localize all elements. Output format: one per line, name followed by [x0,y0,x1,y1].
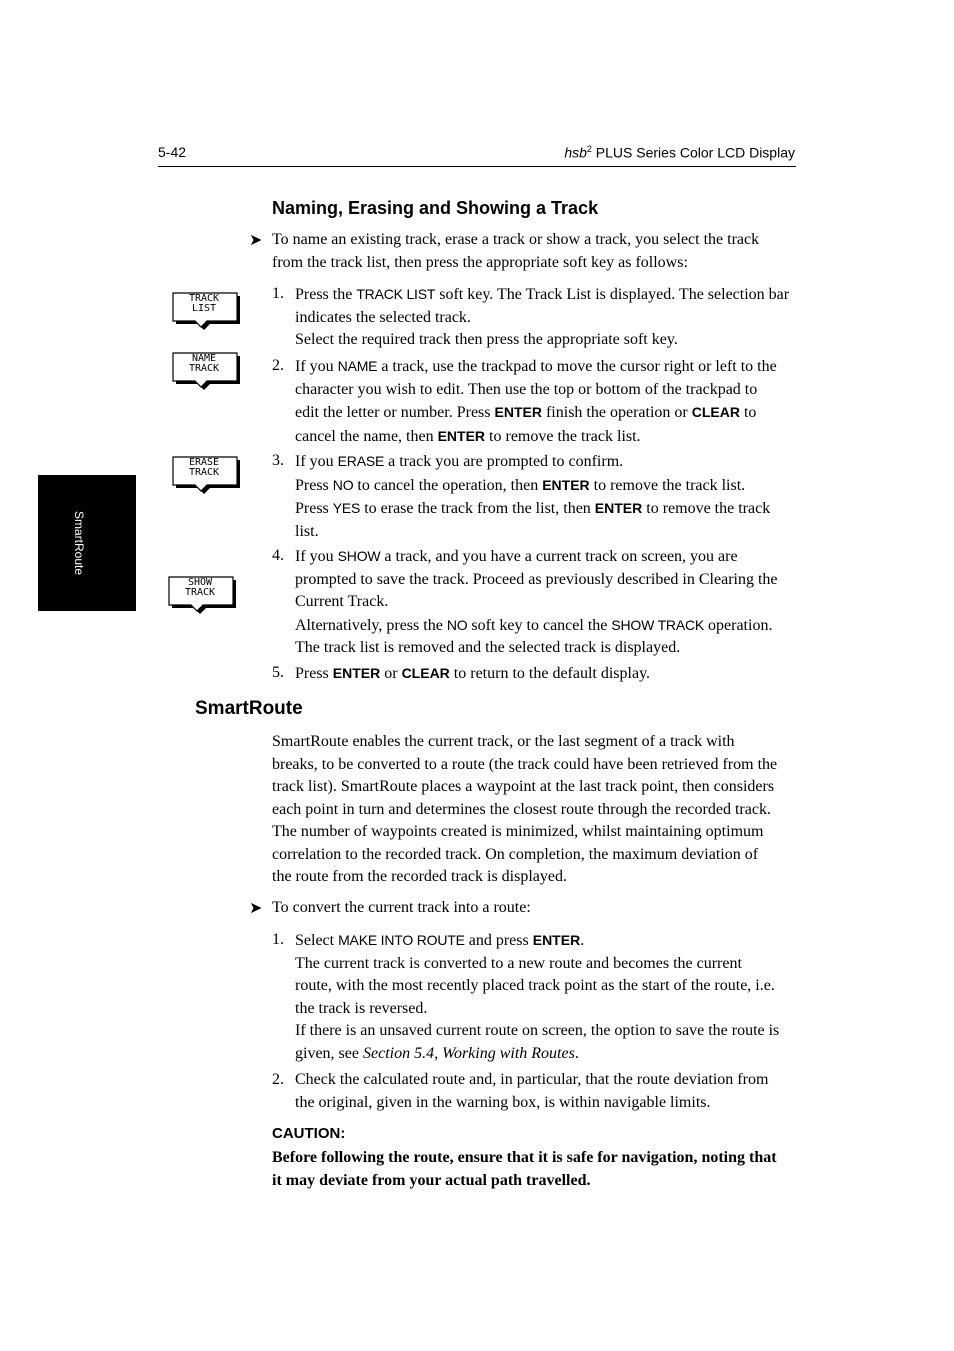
caution-title: CAUTION: [272,1125,346,1142]
text-run: to return to the default display. [449,665,651,682]
softkey-label-line: TRACK [188,363,220,374]
paragraph-line: each point in turn and determines the closest route through the recorded track. [272,800,771,818]
key-name: ERASE [337,453,385,469]
softkey-label-line: TRACK [188,467,220,478]
running-header [564,144,795,161]
intro-paragraph [272,229,802,274]
softkey-label [172,352,236,374]
softkey-label-line: TRACK [188,293,220,304]
softkey-label-line: TRACK [184,587,216,598]
cross-reference: Section 5.4, Working with Routes [362,1044,575,1062]
softkey-label [168,576,232,598]
step-line: If there is an unsaved current route on screen, the option to save the route is [295,1022,780,1039]
step-line: indicates the selected track. [295,308,471,326]
softkey-label [172,456,236,478]
step-number: 3. [272,452,284,469]
text-run: soft key to cancel the [467,616,612,634]
step-1-text [295,283,800,352]
track-list-softkey [172,292,242,332]
step-number: 2. [272,1071,284,1088]
key-name: NO [446,616,468,633]
step-number: 1. [272,285,284,302]
step-line [295,283,800,307]
text-run: to erase the track from the list, then [360,500,595,517]
text-run: Press [295,476,333,494]
step-line [295,662,800,686]
step-line: prompted to save the track. Proceed as previously described in Clearing the [295,570,778,588]
caution-line: it may deviate from your actual path travelled. [272,1171,591,1189]
text-run: to remove the track [642,500,771,517]
step-line [295,1043,800,1066]
key-name: SHOW [337,548,381,564]
softkey-label-line: SHOW [187,577,213,588]
text-run: finish the operation or [541,404,692,421]
step-line [295,450,800,474]
step-line: The track list is removed and the selected track is displayed. [295,639,681,656]
text-run: Select [295,932,339,949]
step-2-text [295,355,800,448]
erase-track-softkey [172,456,242,496]
side-tab-label: SmartRoute [72,510,86,576]
step-number: 4. [272,547,284,564]
step-number: 2. [272,357,284,374]
text-run: soft key. The Track List is displayed. The selection bar [435,286,790,303]
step-line [295,355,800,379]
smartroute-step-2-text [295,1069,800,1114]
key-name: SHOW TRACK [611,616,705,633]
section-side-tab [38,475,136,611]
key-name-bold: ENTER [332,665,381,681]
key-name: NO [332,476,354,493]
paragraph-line: The number of waypoints created is minimized, whilst maintaining optimum [272,823,764,840]
caution-line: Before following the route, ensure that it is safe for navigation, noting that [272,1149,777,1166]
step-5-text [295,662,800,686]
step-line: Current Track. [295,593,389,610]
paragraph-line: breaks, to be converted to a route (the track could have been retrieved from the [272,755,778,773]
step-line [295,474,800,498]
softkey-label-line: NAME [191,353,217,364]
step-line: the original, given in the warning box, is within navigable limits. [295,1093,711,1111]
name-track-softkey [172,352,242,392]
text-run: given, see [295,1044,363,1062]
key-name: TRACK LIST [356,286,436,302]
intro-line: To name an existing track, erase a track or show a track, you select the track [272,231,760,248]
key-name-bold: ENTER [532,932,581,948]
header-rule [158,166,796,167]
key-name-bold: CLEAR [691,404,740,420]
intro-line: from the track list, then press the appropriate soft key as follows: [272,253,688,271]
text-run: a track, and you have a current track on screen, you are [380,548,738,565]
step-line: Check the calculated route and, in particular, that the route deviation from [295,1071,769,1088]
key-name-bold: CLEAR [401,665,450,681]
softkey-label [172,292,236,314]
step-number: 1. [272,931,284,948]
step-line: the track is reversed. [295,999,428,1017]
show-track-softkey [168,576,238,616]
smartroute-paragraph [272,731,802,889]
text-run: Press [295,665,333,682]
step-line [295,497,800,521]
text-run: Press [295,500,333,517]
text-run: to cancel the operation, then [353,476,543,494]
key-name: MAKE INTO ROUTE [338,932,465,948]
step-line: route, with the most recently placed track point as the start of the route, i.e. [295,977,775,994]
text-run: If you [295,358,338,375]
step-line [295,614,800,638]
text-run: . [574,1044,579,1062]
step-line [295,929,800,953]
product-name-italic: hsb [564,144,587,161]
key-name-bold: ENTER [494,404,542,420]
smartroute-step-1-text [295,929,800,1065]
text-run: If you [295,453,338,470]
key-name-bold: ENTER [437,427,486,444]
step-line [295,545,800,569]
step-line [295,401,800,425]
step-3-text [295,450,800,543]
bullet-text: To convert the current track into a route: [272,899,531,916]
step-line: Select the required track then press the appropriate soft key. [295,331,678,348]
step-line: list. [295,522,319,540]
text-run: . [580,932,585,949]
text-run: a track, use the trackpad to move the cursor right or left to the [377,358,777,375]
text-run: or [380,665,402,682]
section-heading-smartroute: SmartRoute [195,698,303,719]
step-number: 5. [272,664,284,681]
step-4-text [295,545,800,660]
text-run: to remove the track list. [589,476,746,494]
text-run: and press [464,932,533,949]
bullet-arrow-icon: ➤ [249,900,263,917]
softkey-label-line: ERASE [188,457,220,468]
paragraph-line: correlation to the recorded track. On completion, the maximum deviation of [272,845,759,863]
caution-body [272,1147,798,1192]
bullet-arrow-icon: ➤ [249,232,263,249]
step-line: The current track is converted to a new route and becomes the current [295,954,742,972]
step-line [295,425,800,449]
key-name-bold: ENTER [542,476,590,493]
text-run: operation. [704,616,773,634]
product-name-rest: PLUS Series Color LCD Display [591,144,795,161]
page-number: 5-42 [158,144,187,160]
text-run: edit the letter or number. Press [295,404,495,421]
paragraph-line: track list). SmartRoute places a waypoint at the last track point, then considers [272,778,775,795]
section-heading-naming: Naming, Erasing and Showing a Track [272,198,599,218]
paragraph-line: SmartRoute enables the current track, or the last segment of a track with [272,733,735,750]
text-run: to remove the track list. [485,427,641,445]
text-run: Press the [295,286,357,303]
text-run: If you [295,548,338,565]
key-name: NAME [337,358,378,374]
text-run: a track you are prompted to confirm. [384,453,624,470]
product-superscript: 2 [586,144,592,154]
text-run: Alternatively, press the [295,616,447,634]
key-name-bold: ENTER [594,500,643,516]
softkey-label-line: LIST [191,303,217,314]
key-name: YES [332,500,361,516]
text-run: cancel the name, then [295,427,438,445]
text-run: to [739,404,757,421]
paragraph-line: the route from the recorded track is displayed. [272,868,567,885]
step-line: character you wish to edit. Then use the top or bottom of the trackpad to [295,380,758,398]
